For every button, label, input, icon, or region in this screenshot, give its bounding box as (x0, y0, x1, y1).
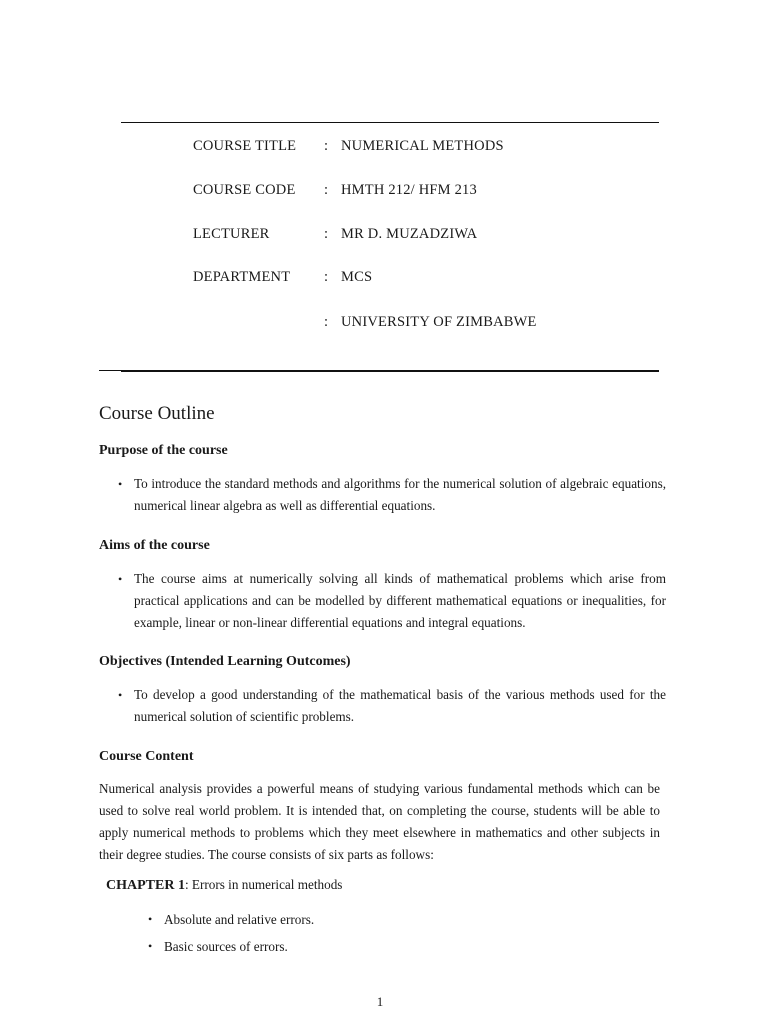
colon: : (324, 138, 329, 154)
aims-heading: Aims of the course (99, 538, 210, 553)
course-title-label: COURSE TITLE (193, 138, 297, 154)
bullet-icon: • (148, 939, 153, 953)
aims-text: The course aims at numerically solving all kinds of mathematical problems which arise from practical applications and can be modelled by different mathematical equations or inequalities, for example, linear or non-linear differential equations and integral equations. (134, 571, 666, 630)
objectives-heading: Objectives (Intended Learning Outcomes) (99, 654, 351, 669)
chapter-item (148, 939, 288, 955)
objectives-bullet (116, 684, 666, 728)
department-label: DEPARTMENT (193, 269, 291, 285)
course-code-value: HMTH 212/ HFM 213 (341, 182, 477, 198)
content-heading: Course Content (99, 749, 194, 764)
chapter-item-text: Absolute and relative errors. (164, 912, 315, 927)
colon: : (324, 269, 329, 285)
purpose-text: To introduce the standard methods and algorithms for the numerical solution of algebraic equations, numerical linear algebra as well as differential equations. (134, 476, 666, 513)
purpose-bullet (116, 473, 666, 517)
colon: : (324, 314, 329, 330)
top-rule (121, 122, 659, 123)
bullet-icon: • (118, 688, 123, 702)
course-code-label: COURSE CODE (193, 182, 296, 198)
colon: : (324, 182, 329, 198)
institution-value: UNIVERSITY OF ZIMBABWE (341, 314, 537, 330)
aims-bullet (116, 568, 666, 634)
lecturer-value: MR D. MUZADZIWA (341, 226, 478, 242)
section-title: Course Outline (99, 403, 215, 424)
colon: : (324, 226, 329, 242)
bullet-icon: • (118, 572, 123, 586)
purpose-heading: Purpose of the course (99, 443, 228, 458)
bullet-icon: • (148, 912, 153, 926)
bullet-icon: • (118, 477, 123, 491)
chapter-title: : Errors in numerical methods (184, 877, 343, 892)
lecturer-label: LECTURER (193, 226, 270, 242)
chapter-item-text: Basic sources of errors. (164, 939, 288, 954)
content-paragraph: Numerical analysis provides a powerful means of studying various fundamental methods which can be used to solve real world problem. It is intended that, on completing the course, students will be able to apply numerical methods to problems which they meet elsewhere in mathematics and other subjects in their degree studies. The course consists of six parts as follows: (99, 781, 660, 862)
page-number: 1 (376, 994, 384, 1009)
bottom-rule (121, 370, 659, 372)
department-value: MCS (341, 269, 373, 285)
chapter-1-heading (106, 877, 342, 894)
course-title-value: NUMERICAL METHODS (341, 138, 504, 154)
bottom-rule-left (99, 370, 121, 371)
chapter-item (148, 912, 314, 928)
objectives-text: To develop a good understanding of the mathematical basis of the various methods used for the numerical solution of scientific problems. (134, 687, 666, 724)
chapter-label: CHAPTER 1 (106, 878, 185, 893)
